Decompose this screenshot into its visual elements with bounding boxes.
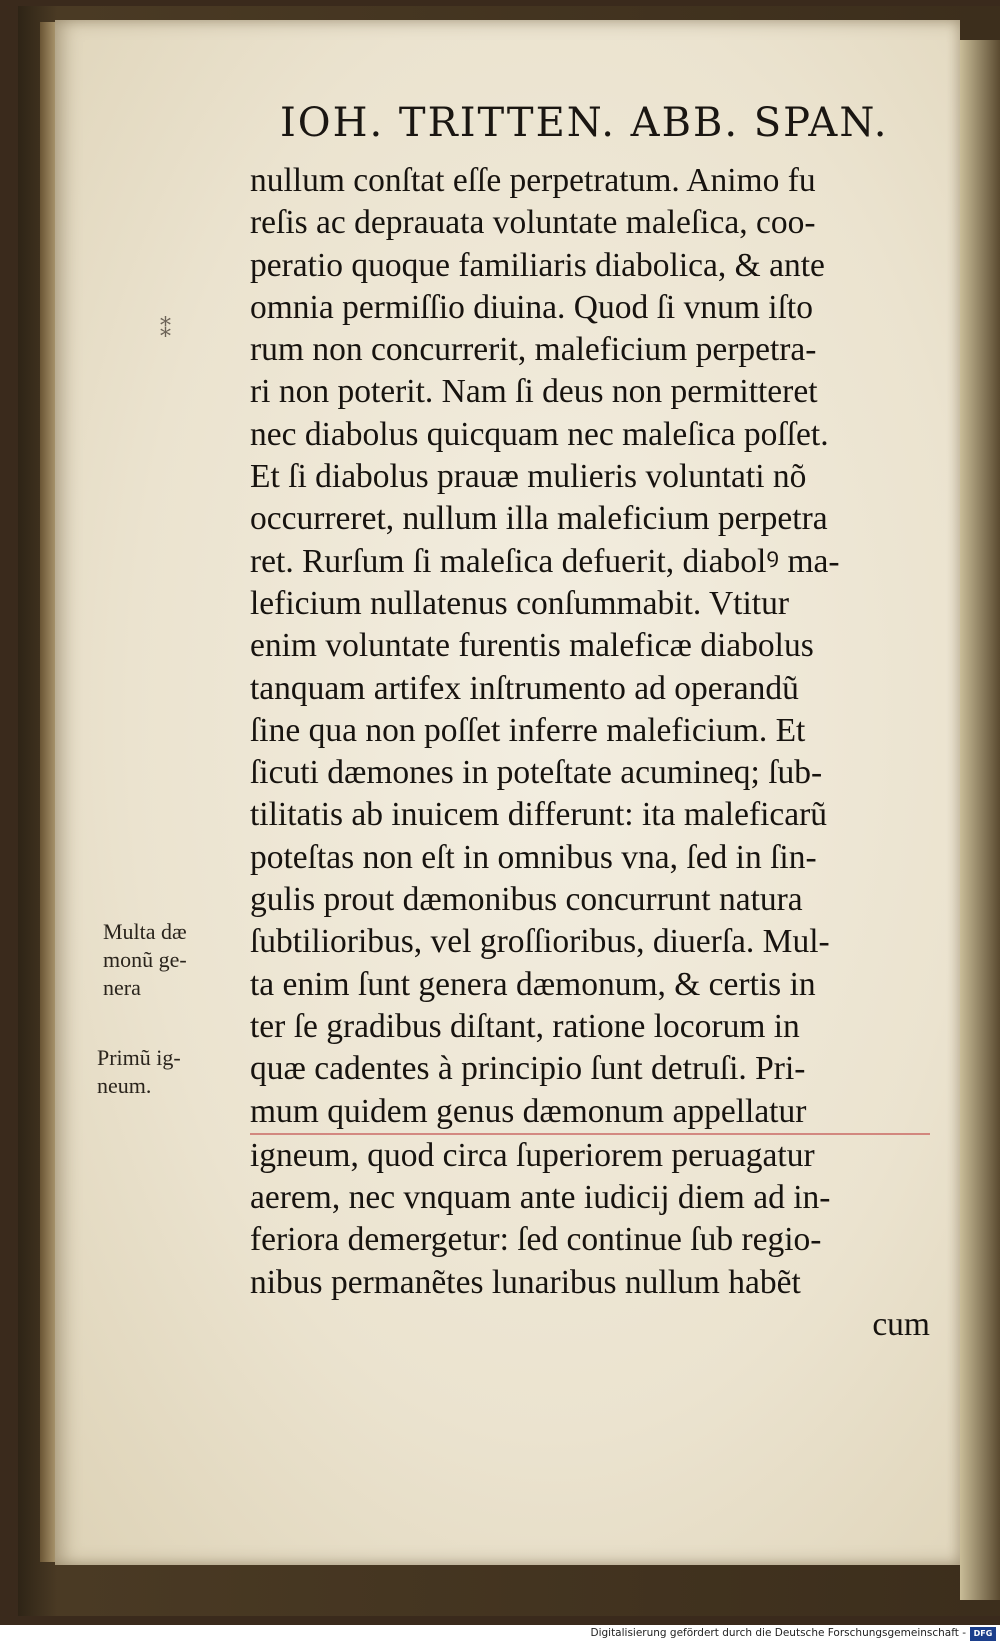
text-line: enim voluntate furentis maleficæ diabolus [250, 627, 814, 665]
text-line: mum quidem genus dæmonum appellatur [250, 1091, 930, 1135]
margin-mark: ⁑ [160, 318, 171, 343]
text-line: igneum, quod circa ſuperiorem peruagatur [250, 1136, 815, 1174]
text-line: nibus permanẽtes lunaribus nullum habẽt [250, 1263, 801, 1301]
text-line: leficium nullatenus conſummabit. Vtitur [250, 584, 790, 622]
text-line: quæ cadentes à principio ſunt detruſi. Pri- [250, 1050, 806, 1088]
margin-note-line: neum. [97, 1073, 152, 1098]
running-head: IOH. TRITTEN. ABB. SPAN. [280, 100, 889, 146]
text-line: poteſtas non eſt in omnibus vna, ſed in ſin- [250, 838, 817, 876]
text-line: ſine qua non poſſet inferre maleficium. Et [250, 711, 806, 749]
margin-note-line: nera [103, 975, 141, 1000]
text-line: gulis prout dæmonibus concurrunt natura [250, 881, 803, 919]
text-line: peratio quoque familiaris diabolica, & ante [250, 246, 825, 284]
funding-credit: Digitalisierung gefördert durch die Deutsche Forschungsgemeinschaft - [590, 1627, 966, 1639]
body-text [250, 160, 930, 1346]
text-line: occurreret, nullum illa maleficium perpetra [250, 500, 828, 538]
text-line: aerem, nec vnquam ante iudicij diem ad in- [250, 1179, 831, 1217]
text-line: ta enim ſunt genera dæmonum, & certis in [250, 965, 816, 1003]
text-line: tilitatis ab inuicem differunt: ita maleficarũ [250, 796, 828, 834]
text-line: Et ſi diabolus prauæ mulieris voluntati nõ [250, 458, 807, 496]
margin-note-line: Primũ ig- [97, 1045, 181, 1070]
margin-note-line: Multa dæ [103, 919, 187, 944]
footer-bar [0, 1625, 1000, 1644]
text-line: ter ſe gradibus diſtant, ratione locorum in [250, 1007, 800, 1045]
text-line: ſicuti dæmones in poteſtate acumineq; ſub- [250, 754, 823, 792]
text-line: rum non concurrerit, maleficium perpetra- [250, 331, 817, 369]
text-line: ri non poterit. Nam ſi deus non permitteret [250, 373, 818, 411]
text-line: nec diabolus quicquam nec maleſica poſſet. [250, 415, 829, 453]
dfg-logo: DFG [970, 1627, 996, 1641]
margin-note-line: monũ ge- [103, 947, 187, 972]
page-edge [960, 40, 1000, 1600]
text-line: ſubtilioribus, vel groſſioribus, diuerſa. Mul- [250, 923, 830, 961]
text-line: tanquam artifex inſtrumento ad operandũ [250, 669, 799, 707]
margin-note-igneum [97, 1044, 181, 1100]
text-line: reſis ac deprauata voluntate maleſica, coo- [250, 204, 816, 242]
text-line: omnia permiſſio diuina. Quod ſi vnum iſto [250, 288, 813, 326]
text-line: feriora demergetur: ſed continue ſub regio- [250, 1221, 822, 1259]
margin-note-genera [103, 918, 187, 1002]
text-line: ret. Rurſum ſi maleſica defuerit, diabolꝰ ma- [250, 542, 840, 580]
catchword: cum [872, 1306, 930, 1344]
text-line: nullum conſtat eſſe perpetratum. Animo fu [250, 162, 816, 199]
